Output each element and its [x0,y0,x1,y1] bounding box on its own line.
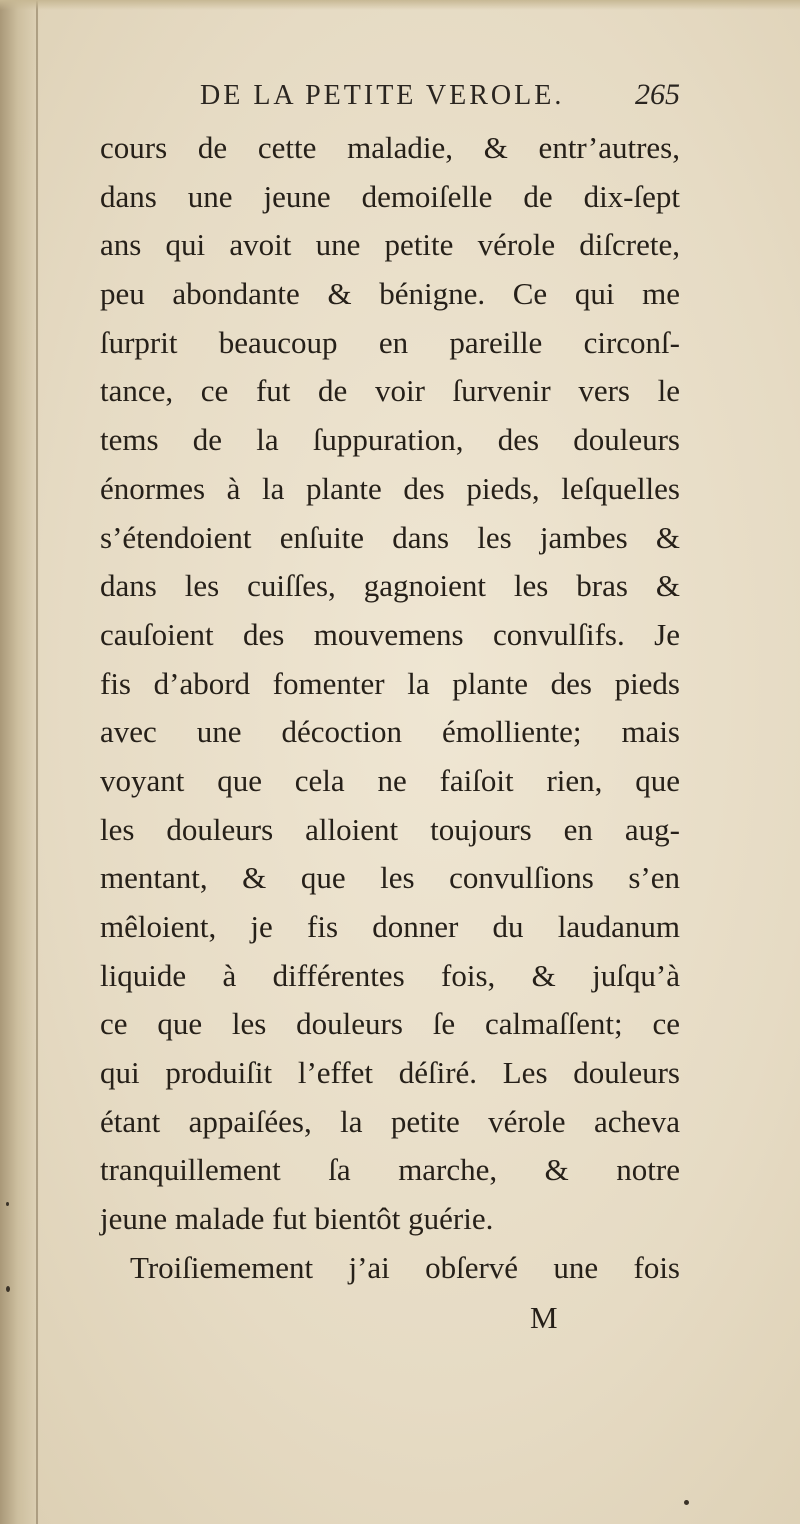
text-line: avec une décoction émolliente; mais [100,714,680,750]
text-line: tance, ce fut de voir ſurvenir vers le [100,373,680,409]
text-line: les douleurs alloient toujours en aug- [100,811,680,847]
gutter-shadow [0,0,40,1524]
text-line: ſurprit beaucoup en pareille circonſ- [100,324,680,360]
text-line: cours de cette maladie, & entr’autres, [100,130,680,165]
text-line: ans qui avoit une petite vérole diſcrete, [100,227,680,263]
ink-speck [6,1286,10,1292]
text-line: fis d’abord fomenter la plante des pieds [100,665,680,701]
ink-speck [684,1500,689,1505]
page-header [200,78,680,122]
text-line: ce que les douleurs ſe calmaſſent; ce [100,1006,680,1042]
catchword: M [530,1300,558,1335]
text-line: dans les cuiſſes, gagnoient les bras & [100,568,680,604]
text-line: énormes à la plante des pieds, leſquelles [100,470,680,506]
text-line: tranquillement ſa marche, & notre [100,1152,680,1188]
text-line: jeune malade fut bientôt guérie. [100,1201,494,1237]
paragraph-start-line: Troiſiemement j’ai obſervé une fois [130,1249,680,1285]
text-line: cauſoient des mouvemens convulſifs. Je [100,616,680,652]
body-text [100,124,680,1293]
text-line: dans une jeune demoiſelle de dix-ſept [100,178,680,214]
text-line: voyant que cela ne faiſoit rien, que [100,762,680,798]
text-line: qui produiſit l’effet déſiré. Les douleurs [100,1055,680,1091]
text-line: mentant, & que les convulſions s’en [100,860,680,896]
text-line: étant appaiſées, la petite vérole acheva [100,1103,680,1139]
running-title: DE LA PETITE VEROLE. [200,80,565,111]
text-line: s’étendoient enſuite dans les jambes & [100,519,680,555]
ink-speck [6,1202,9,1206]
page-number: 265 [635,78,680,111]
text-line: mêloient, je fis donner du laudanum [100,909,680,944]
text-line: liquide à différentes fois, & juſqu’à [100,957,680,993]
text-line: peu abondante & bénigne. Ce qui me [100,276,680,312]
page-edge [36,0,38,1524]
top-edge [0,0,800,10]
text-line: tems de la ſuppuration, des douleurs [100,422,680,458]
